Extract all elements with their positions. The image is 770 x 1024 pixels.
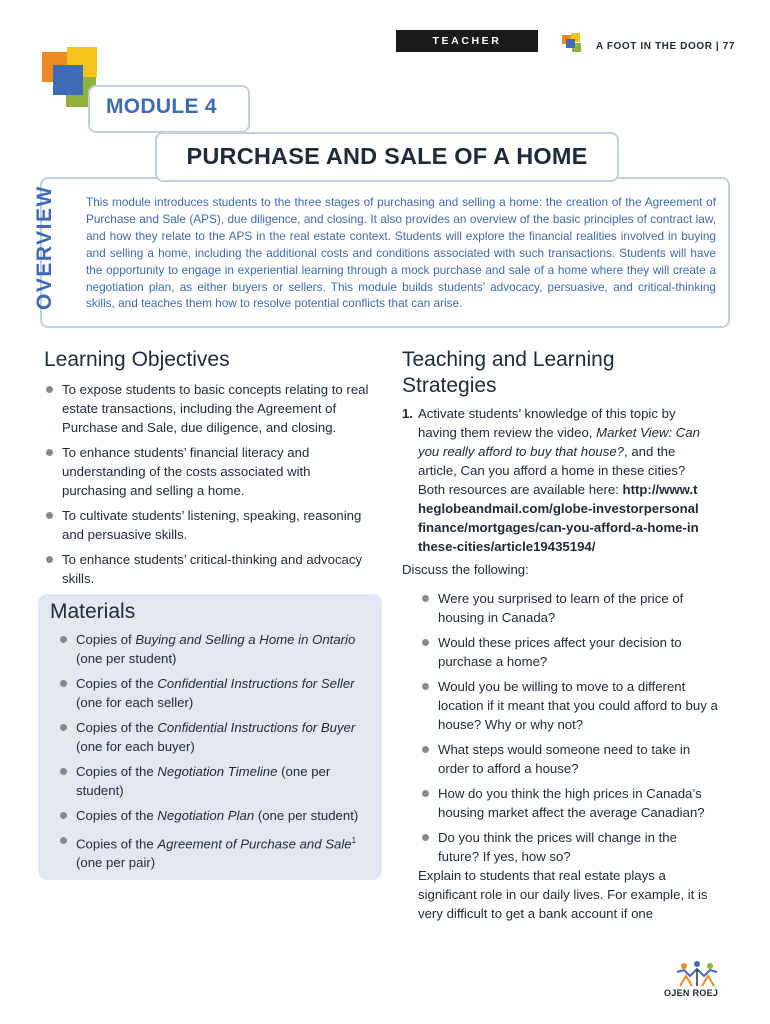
step-number: 1. (402, 406, 413, 421)
item-prefix: Copies of the (76, 836, 158, 852)
discuss-label: Discuss the following: (402, 562, 529, 577)
footnote-marker: 1 (351, 836, 357, 845)
video-title: Market View: Can you really afford to buy that house? (418, 425, 700, 459)
discussion-questions-list (420, 589, 720, 872)
overview-text: This module introduces students to the three stages of purchasing and selling a home: the creation of the Agreement of Purchase and Sale (APS), due diligence, and closing. It also provides an overview of the basic principles of contract law, and how they relate to the APS in the real estate context. Students will explore the financial realities involved in buying and selling a home, including the additional costs and conditions associated with such transactions. Students will have the opportunity to engage in experiential learning through a mock purchase and sale of a home where they will create a negotiation plan, as either buyers or sellers. This module builds students’ advocacy, persuasive, and critical-thinking skills, and teaches them how to resolve potential conflicts that can arise. (86, 195, 716, 311)
item-title: Negotiation Timeline (157, 764, 278, 779)
list-item: To expose students to basic concepts relating to real estate transactions, including the Agreement of Purchase and Sale, due diligence, and closing. (44, 380, 374, 437)
item-prefix: Copies of the (76, 764, 158, 779)
step-text: , and the article, Can you afford a home in these cities? Both resources are available here: (418, 444, 686, 497)
list-item (58, 806, 378, 825)
item-prefix: Copies of the (76, 720, 158, 735)
item-prefix: Copies of (76, 632, 136, 647)
item-title: Confidential Instructions for Buyer (157, 720, 356, 735)
list-item: Would you be willing to move to a different location if it meant that you could afford to buy a house? Why or why not? (420, 677, 720, 734)
page-header-label: A FOOT IN THE DOOR | 77 (596, 41, 736, 52)
item-title: Buying and Selling a Home in Ontario (135, 632, 356, 647)
item-suffix: (one for each buyer) (76, 739, 195, 754)
item-prefix: Copies of the (76, 808, 158, 823)
list-item: To cultivate students’ listening, speaking, reasoning and persuasive skills. (44, 506, 374, 544)
resource-link[interactable]: http://www.theglobeandmail.com/globe-investorpersonalfinance/mortgages/can-you-afford-a-home-inthese-cities/article19435194/ (418, 482, 699, 554)
teacher-resource-badge: TEACHER RESOURCE (396, 30, 538, 52)
strategy-step-1 (402, 404, 702, 556)
list-item (58, 762, 378, 800)
item-suffix: (one for each seller) (76, 695, 194, 710)
teaching-strategies-heading (402, 347, 702, 399)
module-logo-icon (560, 32, 584, 56)
item-title: Confidential Instructions for Seller (157, 676, 355, 691)
overview-label: OVERVIEW (33, 185, 56, 310)
learning-objectives-heading: Learning Objectives (44, 348, 230, 371)
list-item: Were you surprised to learn of the price of housing in Canada? (420, 589, 720, 627)
list-item (58, 630, 378, 668)
list-item (58, 718, 378, 756)
list-item: Do you think the prices will change in the future? If yes, how so? (420, 828, 720, 866)
materials-heading: Materials (50, 600, 136, 623)
list-item: To enhance students’ financial literacy and understanding of the costs associated with purchasing and selling a home. (44, 443, 374, 500)
explain-paragraph: Explain to students that real estate plays a significant role in our daily lives. For example, it is very difficult to get a bank account if one (418, 868, 708, 921)
materials-list (58, 630, 378, 878)
item-title: Negotiation Plan (157, 808, 255, 823)
ojen-logo-text: OJEN ROEJ (664, 988, 719, 998)
list-item: Would these prices affect your decision to purchase a home? (420, 633, 720, 671)
module-label: MODULE 4 (106, 95, 217, 118)
heading-line: Strategies (402, 374, 497, 397)
list-item: What steps would someone need to take in order to afford a house? (420, 740, 720, 778)
heading-line: Teaching and Learning (402, 348, 615, 371)
item-prefix: Copies of the (76, 676, 158, 691)
ojen-logo-icon (672, 960, 722, 990)
list-item (58, 831, 378, 872)
list-item (58, 674, 378, 712)
list-item: To enhance students’ critical-thinking and advocacy skills. (44, 550, 374, 588)
step-text: Activate students’ knowledge of this topic by having them review the video, (418, 406, 676, 440)
list-item: How do you think the high prices in Canada’s housing market affect the average Canadian? (420, 784, 720, 822)
item-title: Agreement of Purchase and Sale (157, 836, 352, 852)
module-title: PURCHASE AND SALE OF A HOME (186, 143, 588, 169)
item-suffix: (one per student) (76, 651, 177, 666)
item-suffix: (one per student) (76, 764, 331, 798)
item-suffix: (one per student) (254, 808, 359, 823)
learning-objectives-list (44, 380, 374, 594)
item-suffix: (one per pair) (76, 855, 156, 871)
